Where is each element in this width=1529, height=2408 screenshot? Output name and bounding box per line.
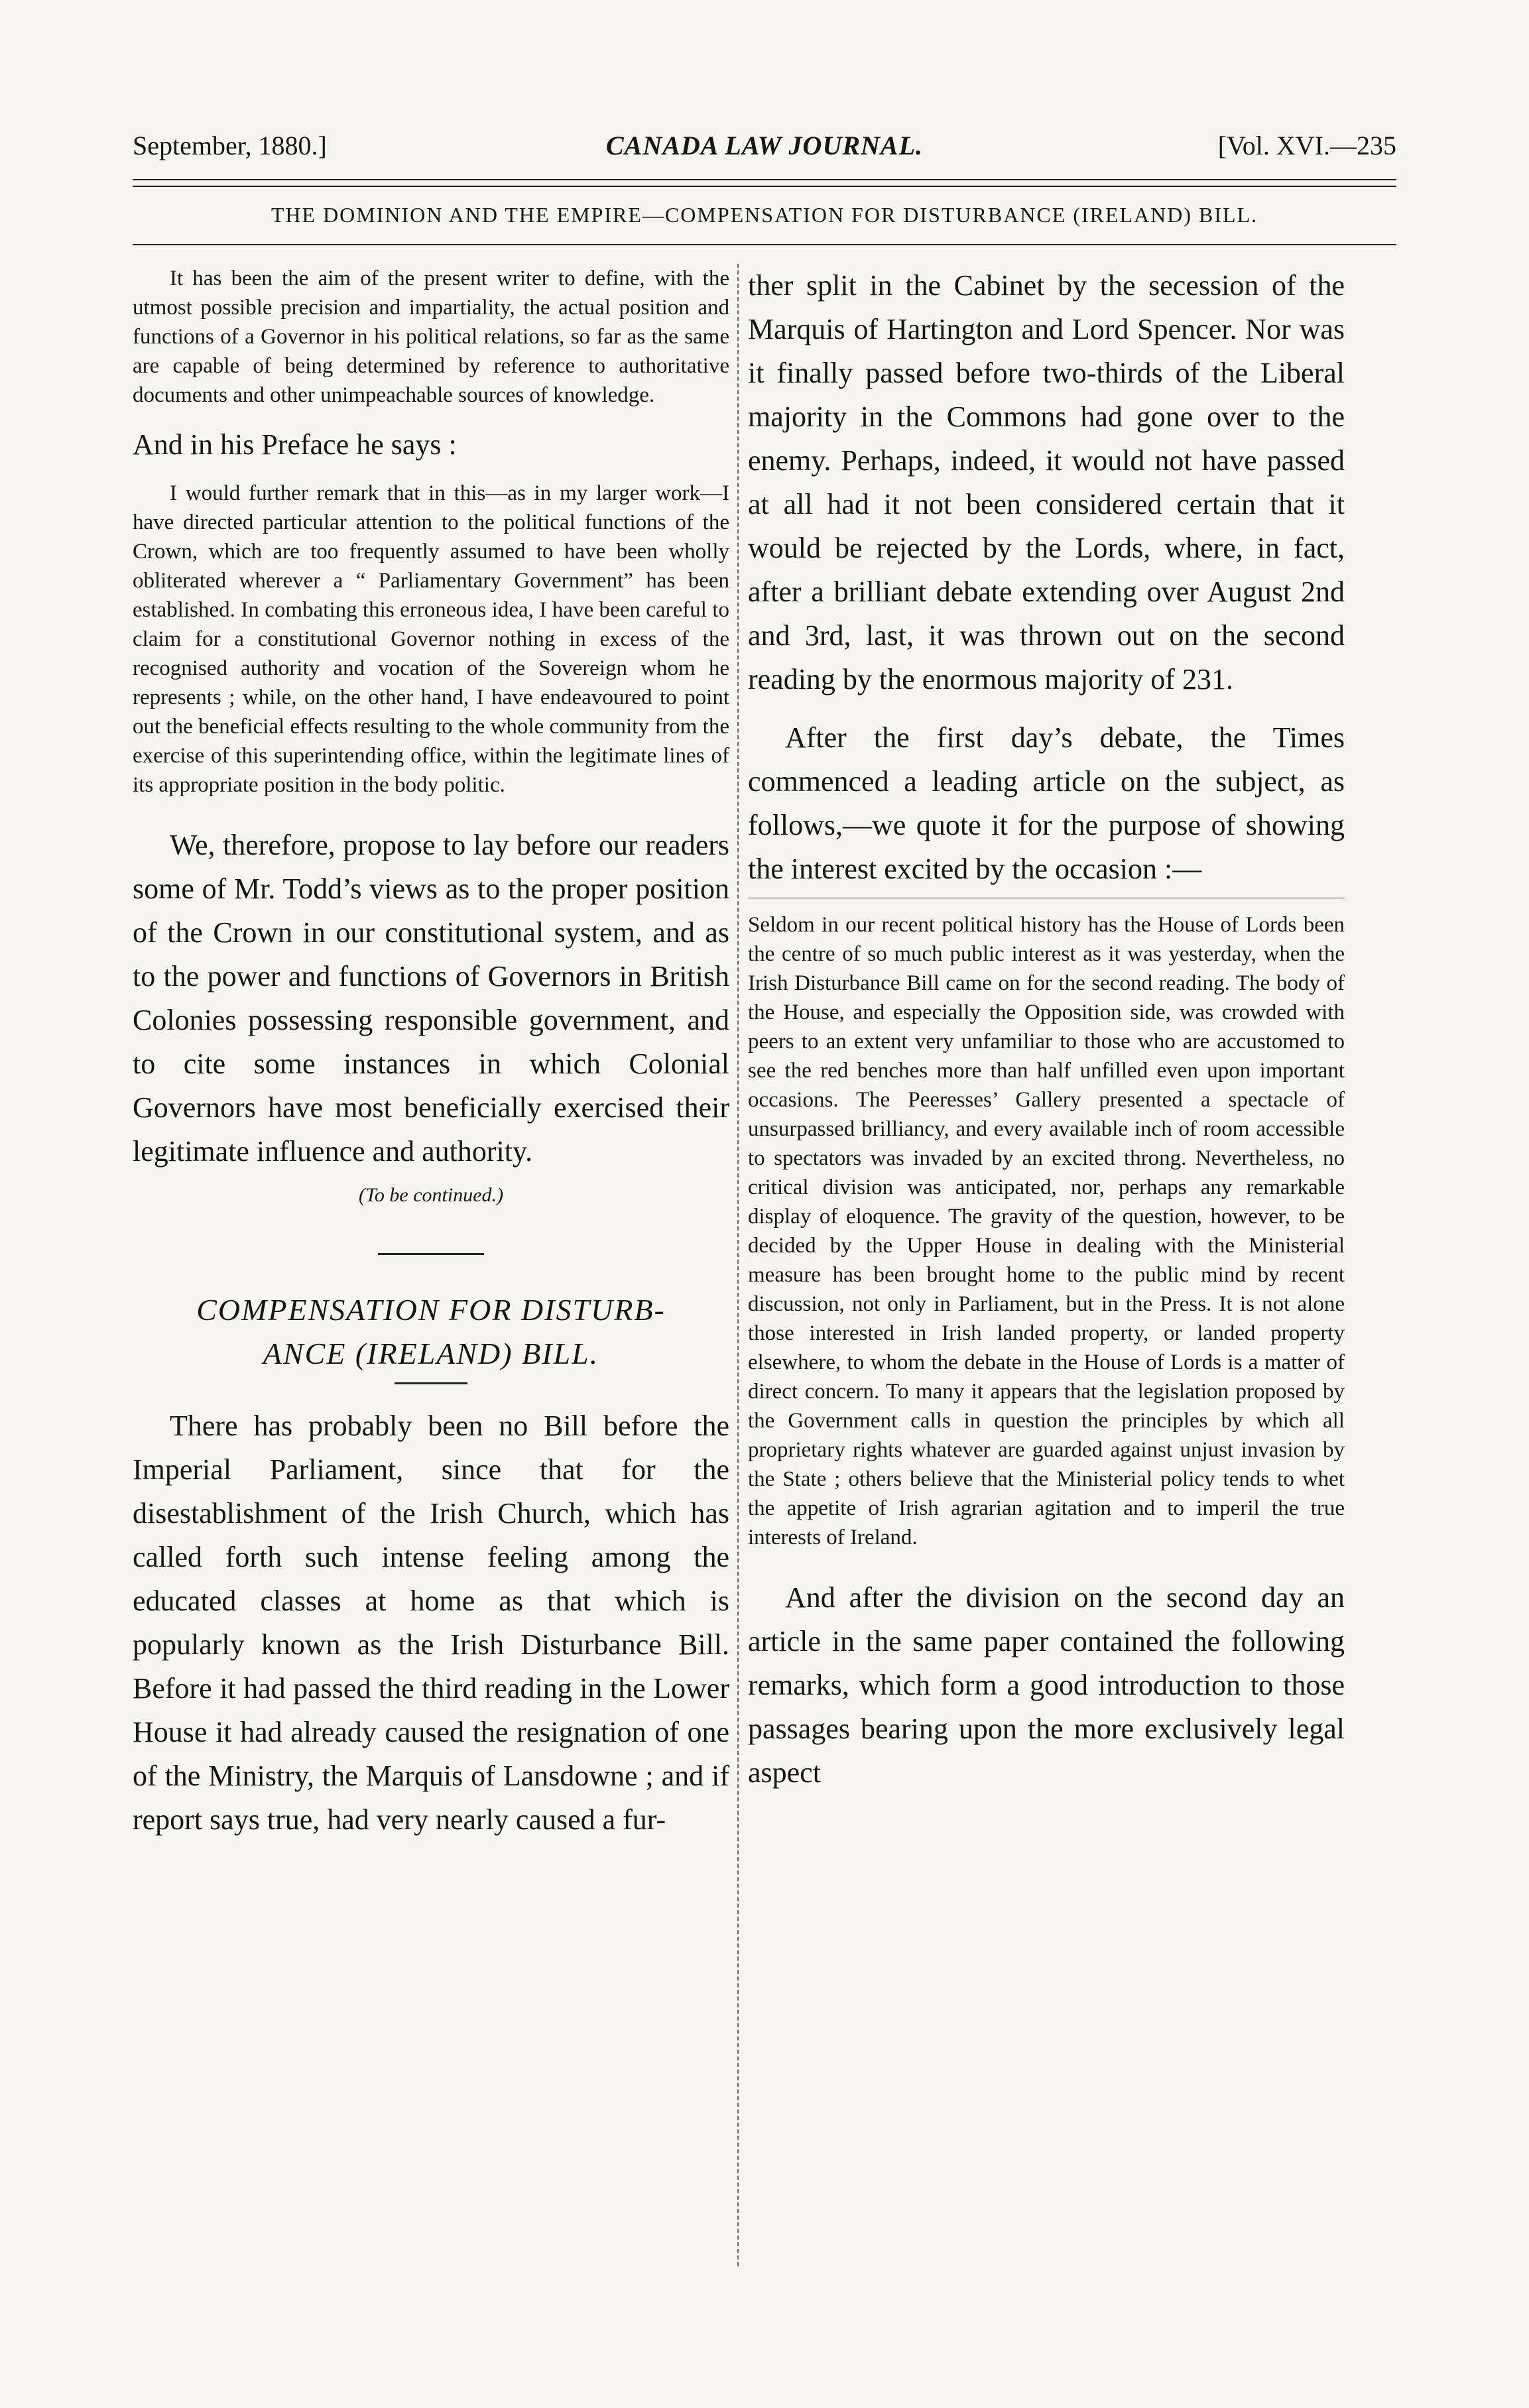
header-double-rule xyxy=(133,179,1396,187)
section-title-line-1: COMPENSATION FOR DISTURB- xyxy=(196,1293,666,1327)
times-quote: Seldom in our recent political history has the House of Lords been the centre of so much public interest as it was yesterday, when the Irish Disturbance Bill came on for the second reading. The body of the House, and especially the Opposition side, was crowded with peers to an extent very unfamiliar to those who are accustomed to see the red benches more than half unfilled even upon important occasions. The Peeresses’ Gallery presented a spectacle of unsurpassed brilliancy, and every available inch of room accessible to spectators was invaded by an excited throng. Nevertheless, no critical division was anticipated, nor, perhaps any remarkable display of eloquence. The gravity of the question, however, to be decided by the Upper House in dealing with the Ministerial measure has been brought home to the public mind by recent discussion, not only in Parliament, but in the Press. It is not alone those interested in Irish landed property, or landed property elsewhere, to whom the debate in the House of Lords is a matter of direct concern. To many it appears that the legislation proposed by the Government calls in question the principles by which all proprietary rights whatever are guarded against unjust invasion by the State ; others believe that the Ministerial policy tends to whet the appetite of Irish agrarian agitation and to imperil the true interests of Ireland. xyxy=(748,913,1345,1549)
journal-title: CANADA LAW JOURNAL. xyxy=(605,131,924,160)
column-divider xyxy=(737,264,739,2266)
right-column xyxy=(748,264,1345,2262)
article-continuation: ther split in the Cabinet by the secession of the Marquis of Hartington and Lord Spencer. Nor was it finally passed before two-thirds of the Liberal majority in the Commons had gone over to the enemy. Perhaps, indeed, it would not have passed at all had it not been considered certain that it would be rejected by the Lords, where, in fact, after a brilliant debate extending over August 2nd and 3rd, last, it was thrown out on the second reading by the enormous majority of 231. xyxy=(748,269,1345,695)
continued-note: (To be continued.) xyxy=(358,1184,504,1206)
running-head xyxy=(133,130,1396,170)
issue-date: September, 1880.] xyxy=(133,131,327,160)
article-opening: There has probably been no Bill before the Imperial Parliament, since that for the disestablishment of the Irish Church, which has called forth such intense feeling among the educated classes at home as that which is popularly known as the Irish Disturbance Bill. Before it had passed the third reading in the Lower House it had already caused the resignation of one of the Ministry, the Marquis of Lansdowne ; and if report says true, had very nearly caused a fur- xyxy=(133,1410,729,1836)
volume-page: [Vol. XVI.—235 xyxy=(1217,131,1396,160)
subhead-rule xyxy=(133,244,1396,245)
left-column xyxy=(133,264,729,2262)
section-title xyxy=(133,1288,729,1376)
quoted-paragraph: It has been the aim of the present writer to define, with the utmost possible precision and impartiality, the actual position and functions of a Governor in his political relations, so far as the same are capable of being determined by reference to authoritative documents and other unimpeachable sources of knowledge. xyxy=(133,267,729,407)
body-paragraph: We, therefore, propose to lay before our readers some of Mr. Todd’s views as to the proper position of the Crown in our constitutional system, and as to the power and functions of Governors in British Colonies possessing responsible government, and to cite some instances in which Colonial Governors have most beneficially exercised their legitimate influence and authority. xyxy=(133,829,729,1168)
page-subhead: THE DOMINION AND THE EMPIRE—COMPENSATION FOR DISTURBANCE (IRELAND) BILL. xyxy=(271,203,1258,227)
times-intro: After the first day’s debate, the Times commenced a leading article on the subject, as follows,—we quote it for the purpose of showing the interest excited by the occasion :— xyxy=(748,721,1345,885)
preface-intro: And in his Preface he says : xyxy=(133,428,457,461)
section-divider xyxy=(378,1253,484,1255)
section-title-line-2: ANCE (IRELAND) BILL. xyxy=(263,1337,599,1370)
division-paragraph: And after the division on the second day an article in the same paper contained the following remarks, which form a good introduction to those passages bearing upon the more exclusively legal aspect xyxy=(748,1581,1345,1789)
title-underline xyxy=(395,1382,467,1384)
preface-quote: I would further remark that in this—as in my larger work—I have directed particular attention to the political functions of the Crown, which are too frequently assumed to have been wholly obliterated wherever a “ Parliamentary Government” has been established. In combating this erroneous idea, I have been careful to claim for a constitutional Governor nothing in excess of the recognised authority and vocation of the Sovereign whom he represents ; while, on the other hand, I have endeavoured to point out the beneficial effects resulting to the whole community from the exercise of this superintending office, within the legitimate lines of its appropriate position in the body politic. xyxy=(133,481,729,797)
